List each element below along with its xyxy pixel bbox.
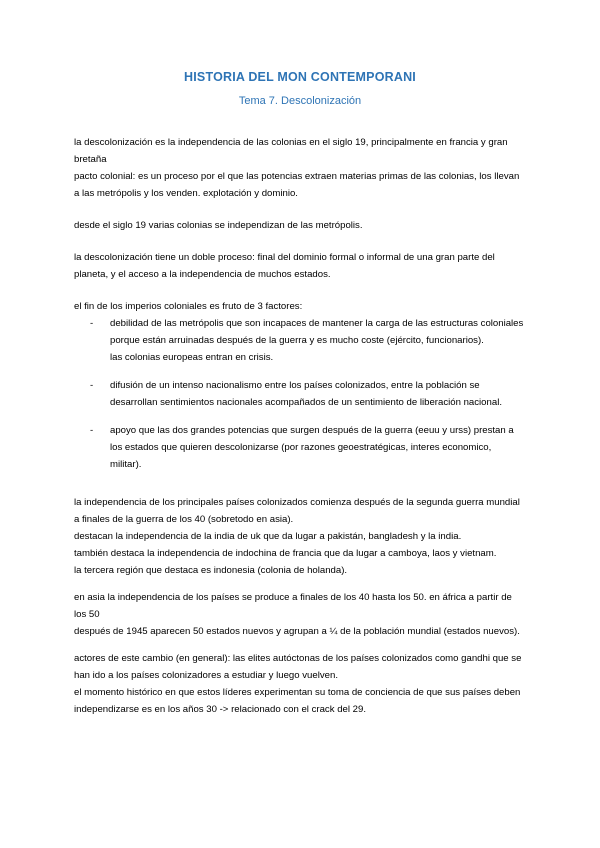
document-subtitle: Tema 7. Descolonización (238, 95, 362, 107)
list-dash: - (90, 425, 94, 436)
paragraph-asia-africa: en asia la independencia de los países se produce a finales de los 40 hasta los 50. en áfrica a partir de los 50 (74, 592, 512, 620)
paragraph-indonesia: la tercera región que destaca es indonesia (colonia de holanda). (74, 565, 348, 576)
list-item (74, 422, 524, 473)
paragraph-segunda-guerra: la independencia de los principales países colonizados comienza después de la segunda guerra mundial a finales de la guerra de los 40 (sobretodo en asia). (74, 497, 520, 525)
factor-text: difusión de un intenso nacionalismo entre los países colonizados, entre la población se desarrollan sentimientos nacionales acompañados de un sentimiento de liberación nacional. (110, 380, 502, 408)
document-title: HISTORIA DEL MON CONTEMPORANI (184, 70, 416, 84)
paragraph-indochina: también destaca la independencia de indochina de francia que da lugar a camboya, laos y vietnam. (74, 548, 497, 559)
paragraph-doble-proceso: la descolonización tiene un doble proceso: final del dominio formal o informal de una gran parte del planeta, y el acceso a la independencia de muchos estados. (74, 252, 495, 280)
list-item (74, 377, 524, 411)
paragraph-definition: la descolonización es la independencia de las colonias en el siglo 19, principalmente en francia y gran bretaña (74, 137, 508, 165)
paragraph-actores: actores de este cambio (en general): las elites autóctonas de los países colonizados como gandhi que se han ido a los países colonizadores a estudiar y luego vuelven. (74, 653, 522, 681)
list-dash: - (90, 318, 94, 329)
paragraph-factores-intro: el fin de los imperios coloniales es fruto de 3 factores: (74, 301, 303, 312)
paragraph-india: destacan la independencia de la india de uk que da lugar a pakistán, bangladesh y la india. (74, 531, 462, 542)
list-dash: - (90, 380, 94, 391)
factors-list (74, 315, 524, 473)
paragraph-pacto-colonial: pacto colonial: es un proceso por el que las potencias extraen materias primas de las colonias, los llevan a las metrópolis y los venden. explotación y dominio. (74, 171, 520, 199)
paragraph-siglo-19: desde el siglo 19 varias colonias se independizan de las metrópolis. (74, 220, 363, 231)
paragraph-1945: después de 1945 aparecen 50 estados nuevos y agrupan a ¼ de la población mundial (estados nuevos). (74, 626, 520, 637)
factor-text: apoyo que las dos grandes potencias que surgen después de la guerra (eeuu y urss) prestan a los estados que quieren descolonizarse (por razones geoestratégicas, interes economico, militar). (110, 425, 514, 470)
document-body (74, 134, 524, 718)
paragraph-momento-historico: el momento histórico en que estos líderes experimentan su toma de conciencia de que sus países deben independizarse es en los años 30 -> relacionado con el crack del 29. (74, 687, 521, 715)
list-item (74, 315, 524, 366)
factor-extra: las colonias europeas entran en crisis. (110, 352, 274, 363)
factor-text: debilidad de las metrópolis que son incapaces de mantener la carga de las estructuras coloniales porque están arruinadas después de la guerra y es mucho coste (ejército, funcionarios). (110, 318, 524, 346)
